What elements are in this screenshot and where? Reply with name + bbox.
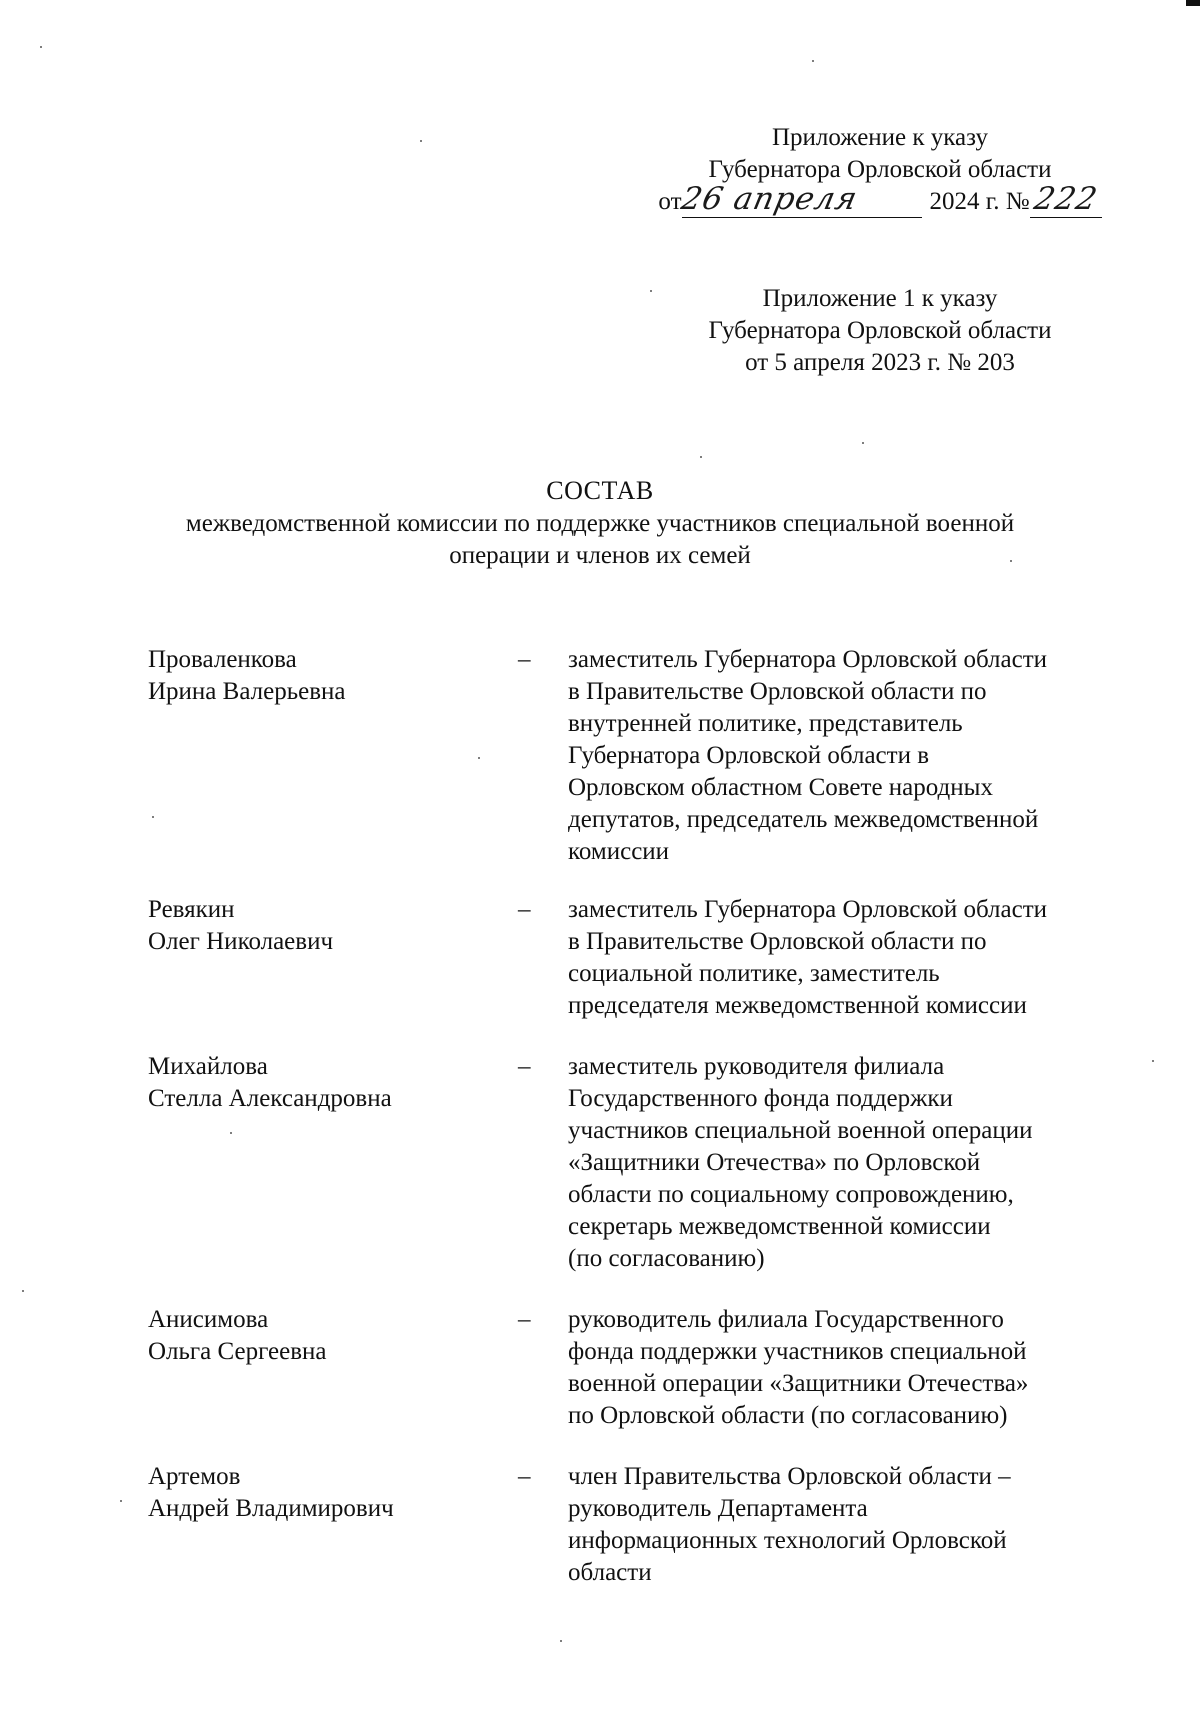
member-given-names: Ольга Сергеевна (148, 1338, 327, 1365)
member-role (568, 1304, 1158, 1432)
role-line: Губернатора Орловской области в (568, 742, 930, 769)
title-subtitle-line-2: операции и членов их семей (449, 542, 751, 569)
role-line: внутренней политике, представитель (568, 710, 963, 737)
member-given-names: Ирина Валерьевна (148, 678, 346, 705)
member-dash: – (518, 1463, 531, 1490)
commission-members-list (148, 644, 1158, 1586)
scan-speck (862, 442, 864, 444)
role-line: (по согласованию) (568, 1245, 765, 1272)
member-role (568, 644, 1158, 868)
role-line: Государственного фонда поддержки (568, 1085, 953, 1112)
member-surname: Артемов (148, 1463, 241, 1490)
role-line: заместитель руководителя филиала (568, 1053, 945, 1080)
role-line: социальной политике, заместитель (568, 960, 940, 987)
title-subtitle-line-1: межведомственной комиссии по поддержке участников специальной военной (185, 510, 1015, 537)
member-surname: Ревякин (148, 896, 235, 923)
appendix-previous-decree (600, 283, 1160, 379)
member-surname: Проваленкова (148, 646, 297, 673)
number-blank (1030, 181, 1102, 218)
member-name (148, 1051, 518, 1115)
member-surname: Михайлова (148, 1053, 268, 1080)
member-role (568, 1461, 1158, 1589)
appendix-old-line-2: Губернатора Орловской области (708, 317, 1052, 344)
handwritten-number: 222 (1030, 181, 1101, 217)
member-row (148, 1051, 1158, 1275)
member-row (148, 1304, 1158, 1432)
role-line: в Правительстве Орловской области по (568, 678, 987, 705)
member-given-names: Олег Николаевич (148, 928, 334, 955)
role-line: член Правительства Орловской области – (568, 1463, 1011, 1490)
role-line: председателя межведомственной комиссии (568, 992, 1027, 1019)
member-name (148, 894, 518, 958)
member-name (148, 1304, 518, 1368)
date-blank (677, 181, 922, 218)
member-given-names: Андрей Владимирович (148, 1495, 394, 1522)
role-line: фонда поддержки участников специальной (568, 1338, 1027, 1365)
role-line: информационных технологий Орловской (568, 1527, 1007, 1554)
role-line: области (568, 1559, 652, 1586)
role-line: руководитель филиала Государственного (568, 1306, 1004, 1333)
member-surname: Анисимова (148, 1306, 269, 1333)
role-line: руководитель Департамента (568, 1495, 868, 1522)
member-role (568, 894, 1158, 1022)
title-main: СОСТАВ (546, 476, 654, 505)
appendix-old-line-1: Приложение 1 к указу (762, 285, 998, 312)
appendix-old-line-3: от 5 апреля 2023 г. № 203 (745, 349, 1015, 376)
member-given-names: Стелла Александровна (148, 1085, 392, 1112)
role-line: области по социальному сопровождению, (568, 1181, 1014, 1208)
member-dash: – (518, 896, 531, 923)
member-row (148, 1461, 1158, 1589)
document-title (100, 475, 1100, 572)
member-role (568, 1051, 1158, 1275)
member-row (148, 894, 1158, 1022)
role-line: «Защитники Отечества» по Орловской (568, 1149, 981, 1176)
role-line: участников специальной военной операции (568, 1117, 1033, 1144)
role-line: депутатов, председатель межведомственной (568, 806, 1039, 833)
role-line: заместитель Губернатора Орловской области (568, 646, 1048, 673)
scan-speck (40, 46, 42, 48)
member-name (148, 644, 518, 708)
scan-speck (560, 1640, 562, 1642)
scan-speck (120, 1500, 122, 1502)
scan-speck (700, 456, 702, 458)
date-prefix: от (658, 188, 682, 215)
role-line: по Орловской области (по согласованию) (568, 1402, 1008, 1429)
role-line: в Правительстве Орловской области по (568, 928, 987, 955)
handwritten-date: 26 апреля (677, 181, 861, 217)
scan-speck (812, 60, 814, 62)
scan-corner-mark (1186, 0, 1200, 6)
member-row (148, 644, 1158, 868)
member-dash: – (518, 646, 531, 673)
member-name (148, 1461, 518, 1525)
appendix-date-line (600, 181, 1160, 218)
role-line: секретарь межведомственной комиссии (568, 1213, 991, 1240)
member-dash: – (518, 1306, 531, 1333)
member-dash: – (518, 1053, 531, 1080)
scan-speck (420, 140, 422, 142)
role-line: заместитель Губернатора Орловской области (568, 896, 1048, 923)
date-year: 2024 г. № (929, 188, 1030, 215)
role-line: комиссии (568, 838, 670, 865)
appendix-line-1: Приложение к указу (771, 124, 989, 151)
appendix-line-2: Губернатора Орловской области (708, 156, 1052, 183)
role-line: Орловском областном Совете народных (568, 774, 993, 801)
appendix-current-decree (600, 122, 1160, 218)
role-line: военной операции «Защитники Отечества» (568, 1370, 1029, 1397)
scan-speck (22, 1290, 24, 1292)
